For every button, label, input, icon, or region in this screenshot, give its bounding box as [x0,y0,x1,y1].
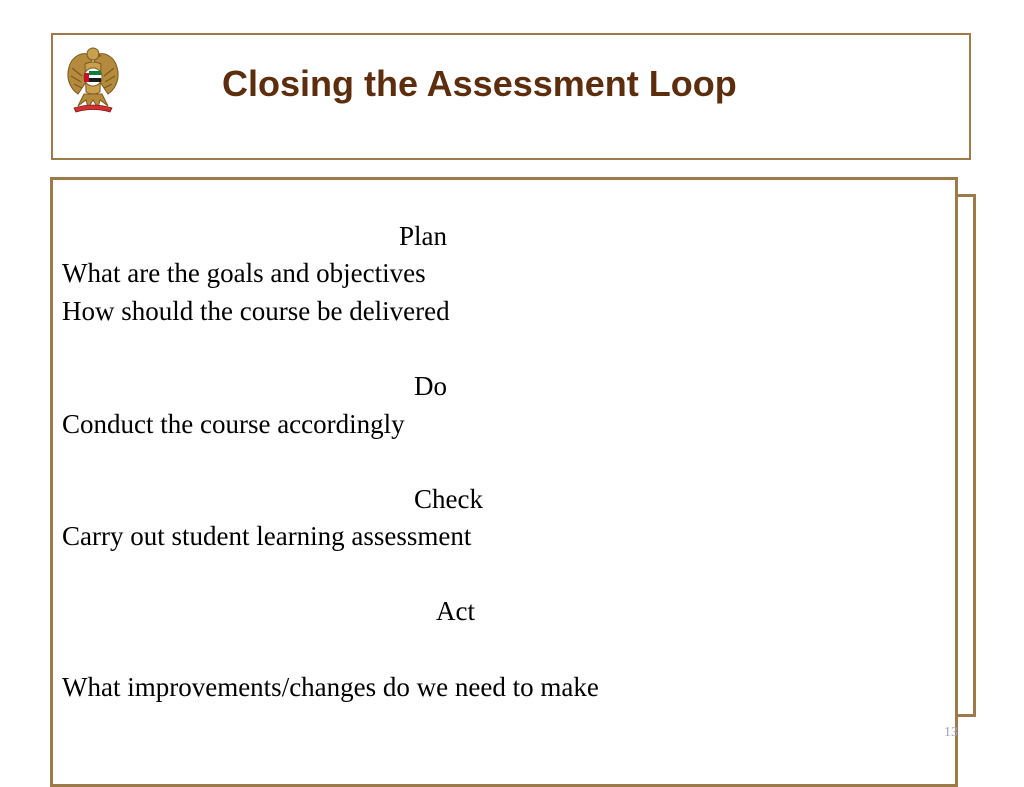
check-line-assessment: Carry out student learning assessment [62,521,472,551]
plan-line-goals: What are the goals and objectives [62,258,426,288]
falcon-emblem-icon [64,42,122,114]
act-line-improvements: What improvements/changes do we need to make [62,672,599,702]
page-number: 13 [944,725,958,740]
do-heading: Do [414,371,447,401]
plan-line-delivery: How should the course be delivered [62,296,450,326]
check-heading: Check [414,484,483,514]
plan-heading: Plan [399,221,448,251]
act-heading: Act [436,596,475,626]
do-line-conduct: Conduct the course accordingly [62,409,405,439]
slide-title: Closing the Assessment Loop [222,63,737,104]
